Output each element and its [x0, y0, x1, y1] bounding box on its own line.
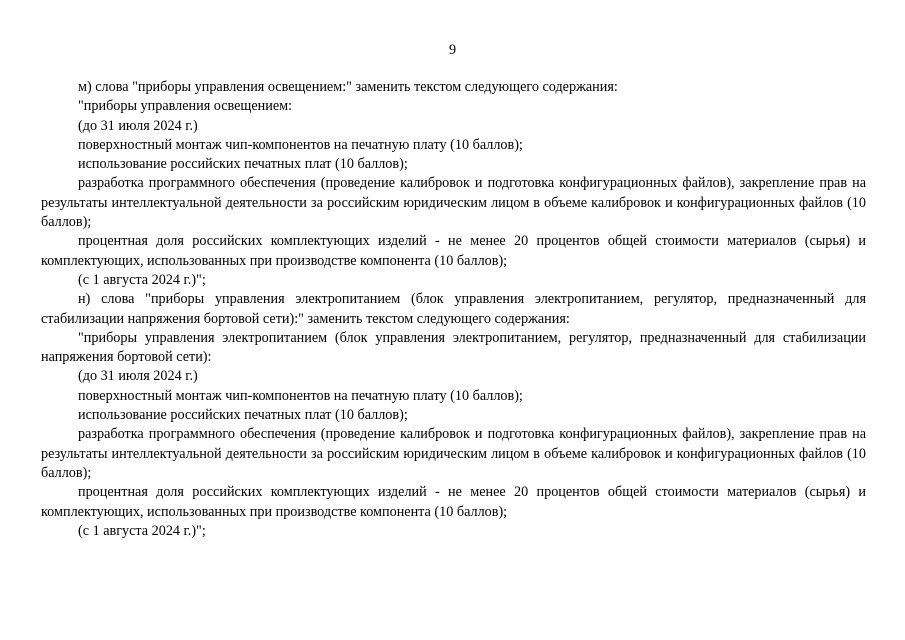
paragraph-item-m-intro: м) слова "приборы управления освещением:" заменить текстом следующего содержания: [78, 79, 618, 95]
paragraph-item-n-intro: н) слова "приборы управления электропитанием (блок управления электропитанием, регулятор, предназначенный для стабилизации напряжения бортовой сети):" заменить текстом следующего содержания: [41, 291, 866, 327]
paragraph-surface-mount: поверхностный монтаж чип-компонентов на печатную плату (10 баллов); [78, 387, 523, 404]
paragraph-date-from: (с 1 августа 2024 г.)"; [78, 522, 206, 539]
paragraph-date-from: (с 1 августа 2024 г.)"; [78, 271, 206, 288]
paragraph-quoted-heading: "приборы управления электропитанием (блок управления электропитанием, регулятор, предназначенный для стабилизации напряжения бортовой сети): [41, 329, 866, 366]
document-body [41, 78, 866, 541]
page-number: 9 [448, 42, 457, 58]
paragraph-software-development: разработка программного обеспечения (проведение калибровок и подготовка конфигурационных файлов), закрепление прав на результаты интеллектуальной деятельности за российским юридическим лицом в объеме калибровок и конфигурационных файлов (10 баллов); [41, 175, 866, 231]
paragraph-date-until: (до 31 июля 2024 г.) [78, 117, 198, 134]
paragraph-russian-pcb: использование российских печатных плат (10 баллов); [78, 156, 408, 173]
paragraph-date-until: (до 31 июля 2024 г.) [78, 368, 198, 385]
paragraph-surface-mount: поверхностный монтаж чип-компонентов на печатную плату (10 баллов); [78, 136, 523, 153]
paragraph-software-development: разработка программного обеспечения (проведение калибровок и подготовка конфигурационных файлов), закрепление прав на результаты интеллектуальной деятельности за российским юридическим лицом в объеме калибровок и конфигурационных файлов (10 баллов); [41, 426, 866, 481]
paragraph-component-share: процентная доля российских комплектующих изделий - не менее 20 процентов общей стоимости материалов (сырья) и комплектующих, использованных при производстве компонента (10 баллов); [41, 233, 866, 269]
paragraph-quoted-heading: "приборы управления освещением: [78, 98, 293, 115]
paragraph-component-share: процентная доля российских комплектующих изделий - не менее 20 процентов общей стоимости материалов (сырья) и комплектующих, использованных при производстве компонента (10 баллов); [41, 484, 866, 520]
paragraph-russian-pcb: использование российских печатных плат (10 баллов); [78, 407, 408, 424]
